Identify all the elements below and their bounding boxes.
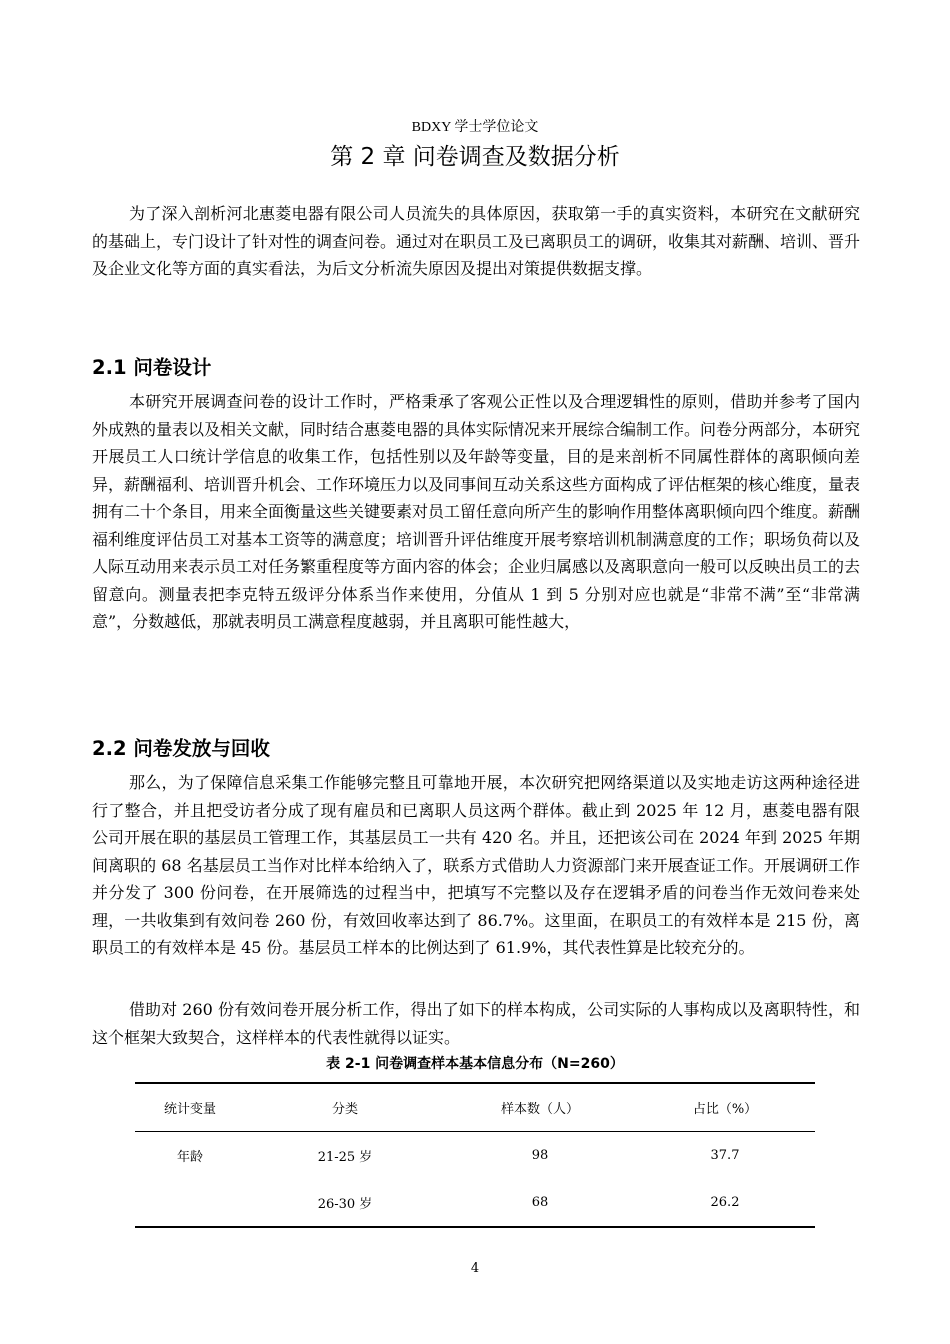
section-2-1-paragraph: 本研究开展调查问卷的设计工作时，严格秉承了客观公正性以及合理逻辑性的原则，借助并参考了国内外成熟的量表以及相关文献，同时结合惠菱电器的具体实际情况来开展综合编制工作。问卷分两部分，本研究开展员工人口统计学信息的收集工作，包括性别以及年龄等变量，目的是来剖析不同属性群体的离职倾向差异，薪酬福利、培训晋升机会、工作环境压力以及同事间互动关系这些方面构成了评估框架的核心维度，量表拥有二十个条目，用来全面衡量这些关键要素对员工留任意向所产生的影响作用整体离职倾向四个维度。薪酬福利维度评估员工对基本工资等的满意度；培训晋升评估维度开展考察培训机制满意度的工作；职场负荷以及人际互动用来表示员工对任务繁重程度等方面内容的体会；企业归属感以及离职意向一般可以反映出员工的去留意向。测量表把李克特五级评分体系当作来使用，分值从 1 到 5 分别对应也就是“非常不满”至“非常满意”，分数越低，那就表明员工满意程度越弱，并且离职可能性越大， [92, 392, 861, 631]
table-cell: 26-30 岁 [317, 1197, 373, 1212]
table-cell [135, 1179, 245, 1227]
table-caption: 表 2-1 问卷调查样本基本信息分布（N=260） [326, 1056, 624, 1072]
table-header-row [135, 1083, 815, 1132]
section-2-2-paragraph-1: 那么，为了保障信息采集工作能够完整且可靠地开展，本次研究把网络渠道以及实地走访这两种途径进行了整合，并且把受访者分成了现有雇员和已离职人员这两个群体。截止到 2025 年 12 月，惠菱电器有限公司开展在职的基层员工管理工作，其基层员工一共有 420 名。并且，还把该公司在 2024 年到 2025 年期间离职的 68 名基层员工当作对比样本给纳入了，联系方式借助人力资源部门来开展查证工作。开展调研工作并分发了 300 份问卷，在开展筛选的过程当中，把填写不完整以及存在逻辑矛盾的问卷当作无效问卷来处理，一共收集到有效问卷 260 份，有效回收率达到了 86.7%。这里面，在职员工的有效样本是 215 份，离职员工的有效样本是 45 份。基层员工样本的比例达到了 61.9%，其代表性算是比较充分的。 [92, 773, 860, 957]
header-cell: 统计变量 [163, 1102, 216, 1117]
table-row [135, 1179, 815, 1227]
intro-paragraph: 为了深入剖析河北惠菱电器有限公司人员流失的具体原因，获取第一手的真实资料，本研究在文献研究的基础上，专门设计了针对性的调查问卷。通过对在职员工及已离职员工的调研，收集其对薪酬、培训、晋升及企业文化等方面的真实看法，为后文分析流失原因及提出对策提供数据支撑。 [92, 204, 861, 278]
table-cell: 98 [531, 1148, 549, 1163]
table-cell: 年龄 [176, 1150, 203, 1165]
section-heading-2-2: 2.2 问卷发放与回收 [92, 737, 270, 760]
running-header: BDXY 学士学位论文 [411, 120, 539, 135]
chapter-title: 第 2 章 问卷调查及数据分析 [330, 144, 620, 170]
section-2-2-paragraph-2: 借助对 260 份有效问卷开展分析工作，得出了如下的样本构成，公司实际的人事构成以及离职特性，和这个框架大致契合，这样样本的代表性就得以证实。 [92, 1000, 860, 1047]
table-cell: 26.2 [710, 1195, 740, 1210]
header-cell: 分类 [331, 1102, 358, 1117]
section-heading-2-1: 2.1 问卷设计 [92, 356, 212, 379]
table-cell: 21-25 岁 [317, 1150, 373, 1165]
header-cell: 占比（%） [692, 1102, 758, 1117]
header-cell: 样本数（人） [500, 1102, 579, 1117]
table-row [135, 1132, 815, 1180]
page-number: 4 [470, 1261, 480, 1276]
table-cell: 37.7 [710, 1148, 740, 1163]
sample-info-table [135, 1082, 815, 1228]
table-cell: 68 [531, 1195, 549, 1210]
